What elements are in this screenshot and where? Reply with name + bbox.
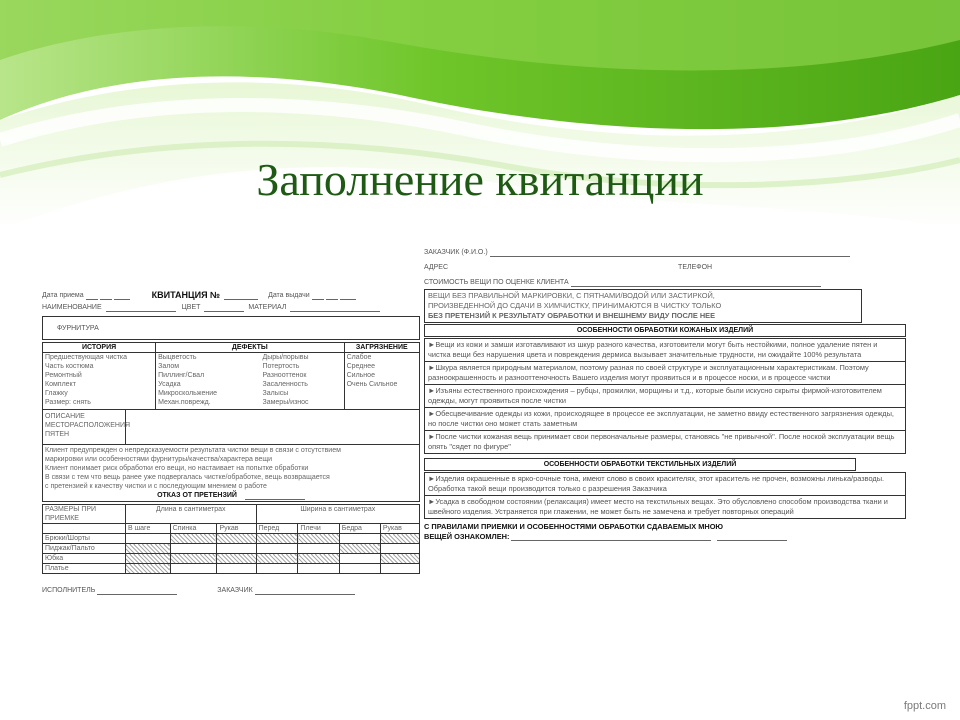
length-label: Длина в сантиметрах — [125, 505, 256, 524]
notice-line: с претензией к качеству чистки и с последующим мнением о работе — [45, 483, 267, 490]
item-name-label: НАИМЕНОВАНИЕ — [42, 304, 102, 311]
dirt-item: Сильное — [346, 372, 375, 379]
defect-item: Залысы — [262, 390, 289, 397]
defect-item: Засаленность — [262, 381, 308, 388]
textile-paragraph: ►Усадка в свободном состоянии (релаксация) имеет место на текстильных вещах. Это обусловлено способом производства ткани и швейного изделия. Устраняется при глажении, не может быть не замечена и требует повторных операций — [428, 497, 888, 516]
dirt-item: Слабое — [346, 354, 372, 361]
leather-paragraph: ►Вещи из кожи и замши изготавливают из шкур разного качества, изготовители могут быть нестойкими, полное удаление пятен и чистка вещи без нарушения цвета и повреждения дермиса вызывает значительные трудности, ни ожидайте 100% результата — [425, 339, 905, 362]
notice-line: В связи с тем что вещь ранее уже подвергалась чистке/обработке, вещь возвращается — [45, 474, 330, 481]
history-item: Глажку — [45, 390, 68, 397]
defect-item: Дыры/порывы — [262, 354, 309, 361]
color-label: ЦВЕТ — [181, 304, 201, 311]
client-notice — [42, 445, 420, 502]
size-col: Спинка — [170, 524, 217, 534]
footer-brand: fppt.com — [903, 700, 946, 712]
size-row: Платье — [43, 564, 126, 574]
width-label: Ширина в сантиметрах — [256, 505, 419, 524]
defect-item: Пиллинг/Свал — [158, 372, 205, 379]
customer-signature-label: ЗАКАЗЧИК — [217, 587, 253, 594]
warning-line: ВЕЩИ БЕЗ ПРАВИЛЬНОЙ МАРКИРОВКИ, С ПЯТНАМИ/ВОДОЙ ИЛИ ЗАСТИРКОЙ, — [428, 291, 715, 300]
defect-item: Залом — [158, 363, 180, 370]
warning-line: ПРОИЗВЕДЕННОЙ ДО СДАЧИ В ХИМЧИСТКУ, ПРИНИМАЮТСЯ В ЧИСТКУ ТОЛЬКО — [428, 301, 722, 310]
receipt-terms-right — [424, 240, 916, 630]
sizes-table — [42, 504, 420, 574]
receipt-form-left — [42, 256, 420, 616]
size-row: Пиджак/Пальто — [43, 544, 126, 554]
notice-line: Клиент понимает риск обработки его вещи, но настаивает на попытке обработки — [45, 465, 309, 472]
leather-section — [424, 338, 906, 454]
warning-box — [424, 289, 862, 323]
size-row: Брюки/Шорты — [43, 534, 126, 544]
history-item: Размер: снять — [45, 399, 91, 406]
defect-item: Разнооттенок — [262, 372, 307, 379]
history-item: Предшествующая чистка — [45, 354, 128, 361]
defect-item: Микроскольжение — [158, 390, 218, 397]
size-col: Рукав — [217, 524, 256, 534]
history-item: Комплект — [45, 381, 76, 388]
date-received-label: Дата приема — [42, 292, 84, 299]
item-value-label: СТОИМОСТЬ ВЕЩИ ПО ОЦЕНКЕ КЛИЕНТА — [424, 279, 569, 286]
leather-paragraph: ►Изъяны естественного происхождения – рубцы, прожилки, морщины и т.д., которые были искусно скрыты фирмой-изготовителем одежды, могут проявиться после чистки — [425, 385, 905, 408]
acknowledge-line: ВЕЩЕЙ ОЗНАКОМЛЕН: — [424, 532, 510, 541]
warning-line: БЕЗ ПРЕТЕНЗИЙ К РЕЗУЛЬТАТУ ОБРАБОТКИ И ВНЕШНЕМУ ВИДУ ПОСЛЕ НЕЕ — [428, 311, 716, 320]
dirt-item: Очень Сильное — [346, 381, 398, 388]
leather-paragraph: ►После чистки кожаная вещь принимает свои первоначальные размеры, становясь "не привычной". После ноской эксплуатации вещь опять "сядет по фигуре" — [428, 432, 895, 451]
stain-location-label: ОПИСАНИЕ МЕСТОРАСПОЛОЖЕНИЯ ПЯТЕН — [43, 410, 126, 444]
notice-line: Клиент предупрежден о непредсказуемости результата чистки вещи в связи с отсутствием — [45, 447, 341, 454]
dirt-item: Среднее — [346, 363, 376, 370]
defect-item: Замеры/износ — [262, 399, 309, 406]
leather-paragraph: ►Шкура является природным материалом, поэтому разная по своей структуре и эксплуатационным характеристикам. Поэтому разноокрашенность и разнооттеночность Вашего изделия могут проявиться и в процессе носки, и в процессе чистки — [425, 362, 905, 385]
defect-item: Механ.поврежд. — [158, 399, 211, 406]
receipt-title: КВИТАНЦИЯ № — [151, 290, 221, 300]
history-item: Ремонтный — [45, 372, 82, 379]
phone-label: ТЕЛЕФОН — [678, 264, 713, 271]
acknowledge-line: С ПРАВИЛАМИ ПРИЕМКИ И ОСОБЕННОСТЯМИ ОБРАБОТКИ СДАВАЕМЫХ МНОЮ — [424, 522, 724, 531]
notice-line: маркировки или особенностями фурнитуры/качества/характера вещи — [45, 456, 273, 463]
defect-item: Выцветость — [158, 354, 197, 361]
fittings-label: ФУРНИТУРА — [57, 324, 99, 332]
size-col: Плечи — [298, 524, 339, 534]
customer-name-label: ЗАКАЗЧИК (Ф.И.О.) — [424, 249, 488, 256]
size-col: Бедра — [339, 524, 380, 534]
defect-item: Усадка — [158, 381, 181, 388]
textile-paragraph: ►Изделия окрашенные в ярко-сочные тона, имеют слово в своих красителях, этот краситель не прочен, возможны линька/разводы. Обработка такой вещи производится только с разрешения Заказчика — [425, 473, 905, 496]
defects-header: ДЕФЕКТЫ — [156, 343, 345, 353]
size-col: Перед — [256, 524, 298, 534]
address-label: АДРЕС — [424, 264, 449, 271]
slide-title: Заполнение квитанции — [256, 154, 704, 205]
textile-section — [424, 472, 906, 519]
history-header: ИСТОРИЯ — [43, 343, 156, 353]
sizes-label: РАЗМЕРЫ ПРИ ПРИЕМКЕ — [43, 505, 126, 524]
history-item: Часть костюма — [45, 363, 94, 370]
defects-table — [42, 342, 420, 410]
leather-paragraph: ►Обесцвечивание одежды из кожи, происходящее в процессе ее эксплуатации, не заметно ввиду естественного загрязнения одежды, но после чистки оно может стать заметным — [425, 408, 905, 431]
textile-heading: ОСОБЕННОСТИ ОБРАБОТКИ ТЕКСТИЛЬНЫХ ИЗДЕЛИЙ — [424, 458, 856, 471]
size-col: Рукав — [380, 524, 419, 534]
date-issue-label: Дата выдачи — [268, 292, 310, 299]
size-col: В шаге — [125, 524, 170, 534]
green-swoosh-background — [0, 0, 960, 260]
defect-item: Потертость — [262, 363, 300, 370]
refusal-label: ОТКАЗ ОТ ПРЕТЕНЗИЙ — [157, 492, 237, 499]
dirt-header: ЗАГРЯЗНЕНИЕ — [344, 343, 419, 353]
executor-label: ИСПОЛНИТЕЛЬ — [42, 587, 96, 594]
size-row: Юбка — [43, 554, 126, 564]
material-label: МАТЕРИАЛ — [248, 304, 287, 311]
leather-heading: ОСОБЕННОСТИ ОБРАБОТКИ КОЖАНЫХ ИЗДЕЛИЙ — [424, 324, 906, 337]
